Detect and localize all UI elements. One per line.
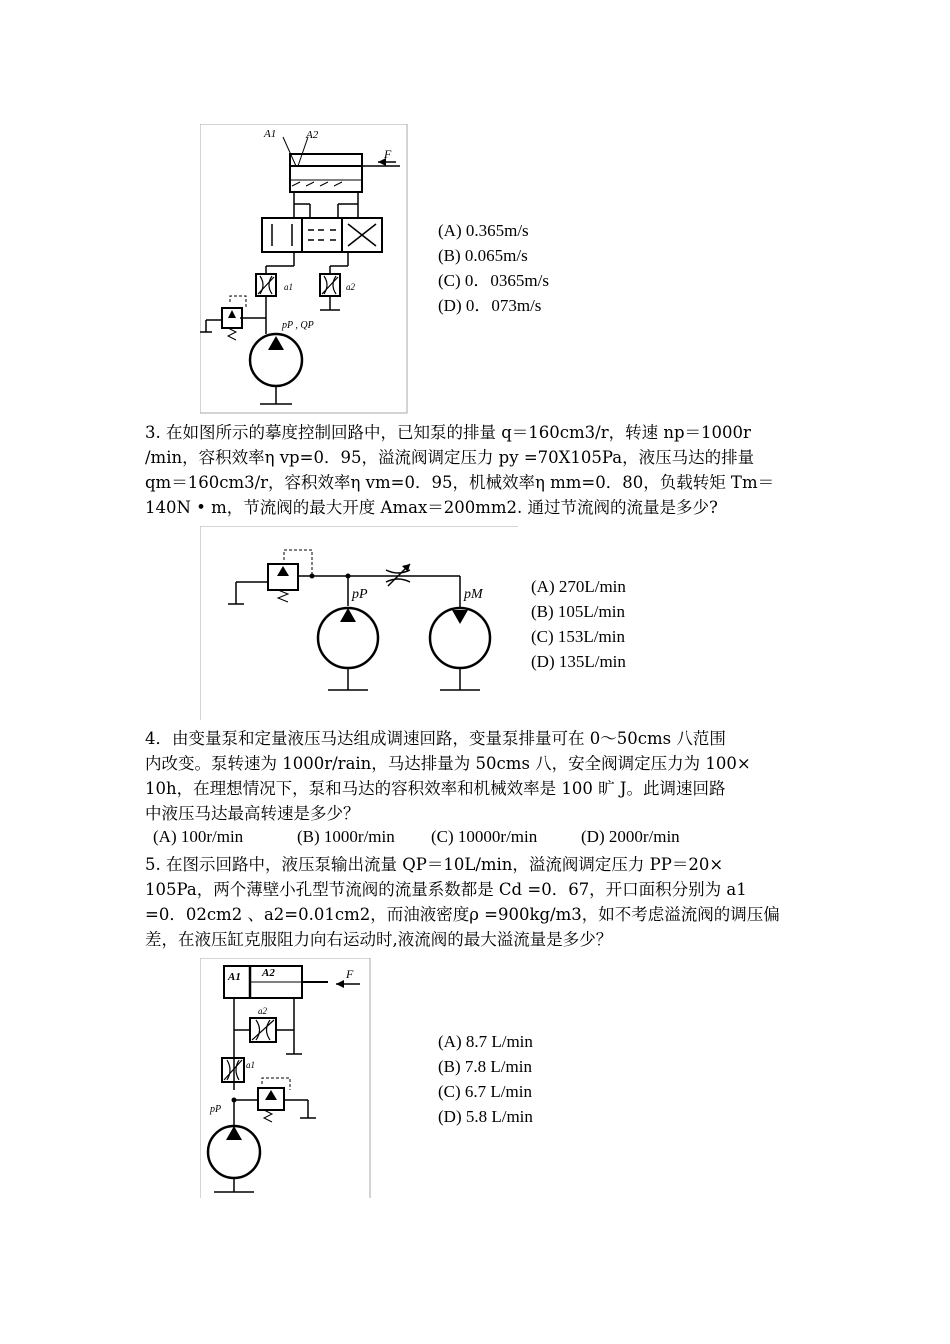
label-a1-orifice: a1	[284, 282, 293, 292]
q3-question	[145, 420, 807, 520]
label-pM: pM	[464, 587, 483, 602]
option-c[interactable]: (C) 10000r/min	[431, 827, 538, 846]
q4-question	[145, 726, 807, 826]
q3-circuit-figure	[200, 526, 520, 720]
label-a1-orifice: a1	[246, 1060, 255, 1070]
label-A1: A1	[228, 971, 241, 983]
q3-options	[531, 574, 626, 674]
option-a[interactable]: (A) 8.7 L/min	[438, 1032, 533, 1051]
q2-circuit-figure	[200, 124, 408, 414]
option-b[interactable]: (B) 1000r/min	[297, 827, 395, 846]
q4-line-4: 中液压马达最高转速是多少？	[145, 804, 360, 823]
option-b[interactable]: (B) 105L/min	[531, 602, 625, 621]
option-a[interactable]: (A) 270L/min	[531, 577, 626, 596]
label-A2: A2	[262, 967, 275, 979]
label-A1: A1	[264, 128, 277, 140]
option-d[interactable]: (D) 135L/min	[531, 652, 626, 671]
label-force: F	[384, 147, 392, 161]
label-pP: pP	[210, 1104, 222, 1115]
option-d[interactable]: (D) 2000r/min	[581, 827, 680, 846]
option-b[interactable]: (B) 0.065m/s	[438, 246, 528, 265]
option-a[interactable]: (A) 100r/min	[153, 827, 244, 846]
q5-line-2: 105Pa，两个薄壁小孔型节流阀的流量系数都是 Cd =0．67，开口面积分别为 a1	[145, 880, 747, 899]
option-c[interactable]: (C) 0．0365m/s	[438, 271, 549, 290]
option-c[interactable]: (C) 6.7 L/min	[438, 1082, 532, 1101]
q4-line-2: 内改变。泵转速为 1000r/rain，马达排量为 50cms 八，安全阀调定压力为 100×	[145, 754, 751, 773]
label-pump-q2: pP , QP	[282, 320, 314, 331]
option-c[interactable]: (C) 153L/min	[531, 627, 625, 646]
option-b[interactable]: (B) 7.8 L/min	[438, 1057, 532, 1076]
q4-options	[153, 827, 680, 847]
q4-line-1: 4．由变量泵和定量液压马达组成调速回路，变量泵排量可在 0～50cms 八范围	[145, 729, 726, 748]
q5-circuit-figure	[200, 958, 372, 1198]
label-A2: A2	[306, 129, 319, 141]
q5-line-1: 5. 在图示回路中，液压泵输出流量 QP＝10L/min，溢流阀调定压力 PP＝20×	[145, 855, 724, 874]
q5-options	[438, 1029, 533, 1129]
option-d[interactable]: (D) 0．073m/s	[438, 296, 542, 315]
q2-options	[438, 218, 549, 318]
label-force: F	[346, 967, 354, 981]
q3-line-4: 140N • m，节流阀的最大开度 Amax＝200mm2. 通过节流阀的流量是多少?	[145, 498, 718, 517]
q3-line-3: qm＝160cm3/r，容积效率η vm=0．95，机械效率η mm=0．80，负载转矩 Tm＝	[145, 473, 775, 492]
q4-line-3: 10h，在理想情况下，泵和马达的容积效率和机械效率是 100 旷 J。此调速回路	[145, 779, 726, 798]
option-d[interactable]: (D) 5.8 L/min	[438, 1107, 533, 1126]
label-pP: pP	[352, 587, 368, 602]
q5-question	[145, 852, 807, 952]
q5-line-3: =0．02cm2 、a2=0.01cm2，而油液密度ρ =900kg/m3，如不考虑溢流阀的调压偏	[145, 905, 780, 924]
q3-line-1: 3. 在如图所示的摹度控制回路中，已知泵的排量 q＝160cm3/r，转速 np＝1000r	[145, 423, 751, 442]
label-a2-orifice: a2	[258, 1006, 267, 1016]
q3-line-2: /min，容积效率η vp=0．95，溢流阀调定压力 py =70X105Pa，液压马达的排量	[145, 448, 755, 467]
q5-line-4: 差，在液压缸克服阻力向右运动时,液流阀的最大溢流量是多少？	[145, 930, 613, 949]
option-a[interactable]: (A) 0.365m/s	[438, 221, 529, 240]
label-a2-orifice: a2	[346, 282, 355, 292]
